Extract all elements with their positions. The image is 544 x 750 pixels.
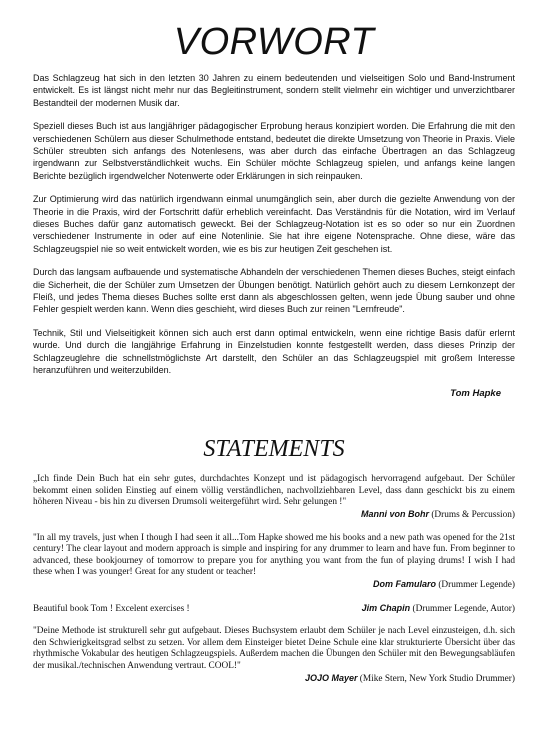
statement-attribution (33, 509, 515, 522)
statement-author: Manni von Bohr (361, 509, 429, 520)
statement-author: Dom Famularo (372, 578, 436, 589)
statement-item (33, 603, 515, 616)
statement-author-role: (Mike Stern, New York Studio Drummer) (359, 673, 515, 684)
vorwort-paragraph: Durch das langsam aufbauende und systematische Abhandeln der verschiedenen Themen dieses Buches, steigt einfach die Sicherheit, die der Schüler zum Umsetzen der Übungen benötigt. Natürlich gehört auch zu diesem Lernkonzept der Fleiß, und jedes Thema dieses Buches sollte erst dann als abgeschlossen gelten, wenn jede Übung sauber und ohne Fehler gespielt werden kann. Wenn dies geschieht, wird dieses Buch zur reinen "Lernfreude". (33, 267, 515, 315)
vorwort-signature: Tom Hapke (450, 388, 501, 400)
statement-author-role: (Drums & Percussion) (431, 510, 515, 521)
statement-author: Jim Chapin (361, 602, 411, 613)
statement-author-role: (Drummer Legende) (438, 579, 515, 590)
statement-author: JOJO Mayer (304, 672, 358, 683)
statement-author-role: (Drummer Legende, Autor) (412, 603, 515, 614)
statement-text: „Ich finde Dein Buch hat ein sehr gutes, durchdachtes Konzept und ist pädagogisch hervorragend aufgebaut. Der Schüler bekommt einen soliden Einstieg auf einem völlig verständlichen, nachvollziehbaren Level, dass dann geschickt bis zu einem höheren Niveau - bis hin zu diversen Drumsoli weitergeführt wird. Sehr gelungen !" (33, 474, 515, 508)
statements-title: STATEMENTS (203, 436, 345, 463)
vorwort-paragraph: Das Schlagzeug hat sich in den letzten 30 Jahren zu einem bedeutenden und vielseitigen Solo und Band-Instrument entwickelt. Es ist längst nicht mehr nur das Begleitinstrument, sondern stellt vielmehr ein wichtiger und unverzichtbarer Bestandteil der modernen Musik dar. (33, 73, 515, 108)
statement-attribution (33, 603, 515, 616)
vorwort-title: VORWORT (173, 21, 375, 63)
vorwort-paragraph: Technik, Stil und Vielseitigkeit können sich auch erst dann optimal entwickeln, wenn eine richtige Basis dafür erlernt wurde. Und durch die langjährige Erfahrung in Einzelstudien konnte festgestellt werden, dass dieses Prinzip der Schlagzeuglehre die schnellstmöglichste Art darstellt, den Schüler an das Schlagzeugspiel mit großem Interesse heranzuführen und weiterzubilden. (33, 328, 515, 375)
statement-attribution (33, 579, 515, 592)
vorwort-body (33, 72, 515, 376)
statement-item (33, 626, 515, 685)
statement-text: Beautiful book Tom ! Excelent exercises ! (33, 603, 190, 614)
vorwort-paragraph: Speziell dieses Buch ist aus langjähriger pädagogischer Erprobung heraus konzipiert worden. Die Erfahrung die mit den verschiedenen Schülern aus dieser Schulmethode entstand, bedeutet die direkte Umsetzung von Theorie in Praxis. Viele Schüler streubten sich anfangs des Notenlesens, was aber durch das einfache Übertragen an das Schlagzeug irgendwann zur Selbstverständlichkeit wuchs. Ein Schüler möchte Schlagzeug spielen, und anfangs keine langen Berichte bezüglich irgendwelcher Notenwerte oder Erklärungen in sich reinpauken. (33, 121, 515, 181)
vorwort-paragraph: Zur Optimierung wird das natürlich irgendwann einmal unumgänglich sein, aber durch die gezielte Anwendung von der Theorie in die Praxis, wird der Fortschritt dafür erheblich vereinfacht. Das Verständnis für die Notation, wird im Verlauf dieses Buches dafür ganz automatisch geweckt. Bei der Schlagzeug-Notation ist es so oder so nur ein Zuordnen verschiedener Instrumente in oder auf eine Notenlinie. Sie hat ihre eigene Notensprache. Ohne diese, wäre das Schlagzeugspiel nie so weit entwickelt worden, wie es bis zur heutigen Zeit geschehen ist. (33, 194, 515, 254)
statement-text: "In all my travels, just when I though I had seen it all...Tom Hapke showed me his books and a new path was opened for the 21st century! The clear layout and modern approach is simple and inspiring for any drummer to learn and have fun. From beginner to advanced, these bookjourney of tomorrow to prepare you for anything you want from the fun of playing drums! I wish I had these when I was younger! Great for any student or teacher! (33, 532, 515, 578)
statement-attribution (33, 673, 515, 686)
statement-item (33, 533, 515, 592)
statement-text: "Deine Methode ist strukturell sehr gut aufgebaut. Dieses Buchsystem erlaubt dem Schüler je nach Level einzusteigen, d.h. sich den Schwierigkeitsgrad selbst zu setzen. Vor allem dem Einsteiger bietet Deine Schule eine klar strukturierte Übersicht über das rhythmische Vokabular des heutigen Schlagzeugspiels. Außerdem machen die Übungen den Schüler mit den Bewegungsabläufen der musikal./technischen Anwendung vertraut. COOL!" (33, 626, 515, 671)
statement-item (33, 474, 515, 521)
